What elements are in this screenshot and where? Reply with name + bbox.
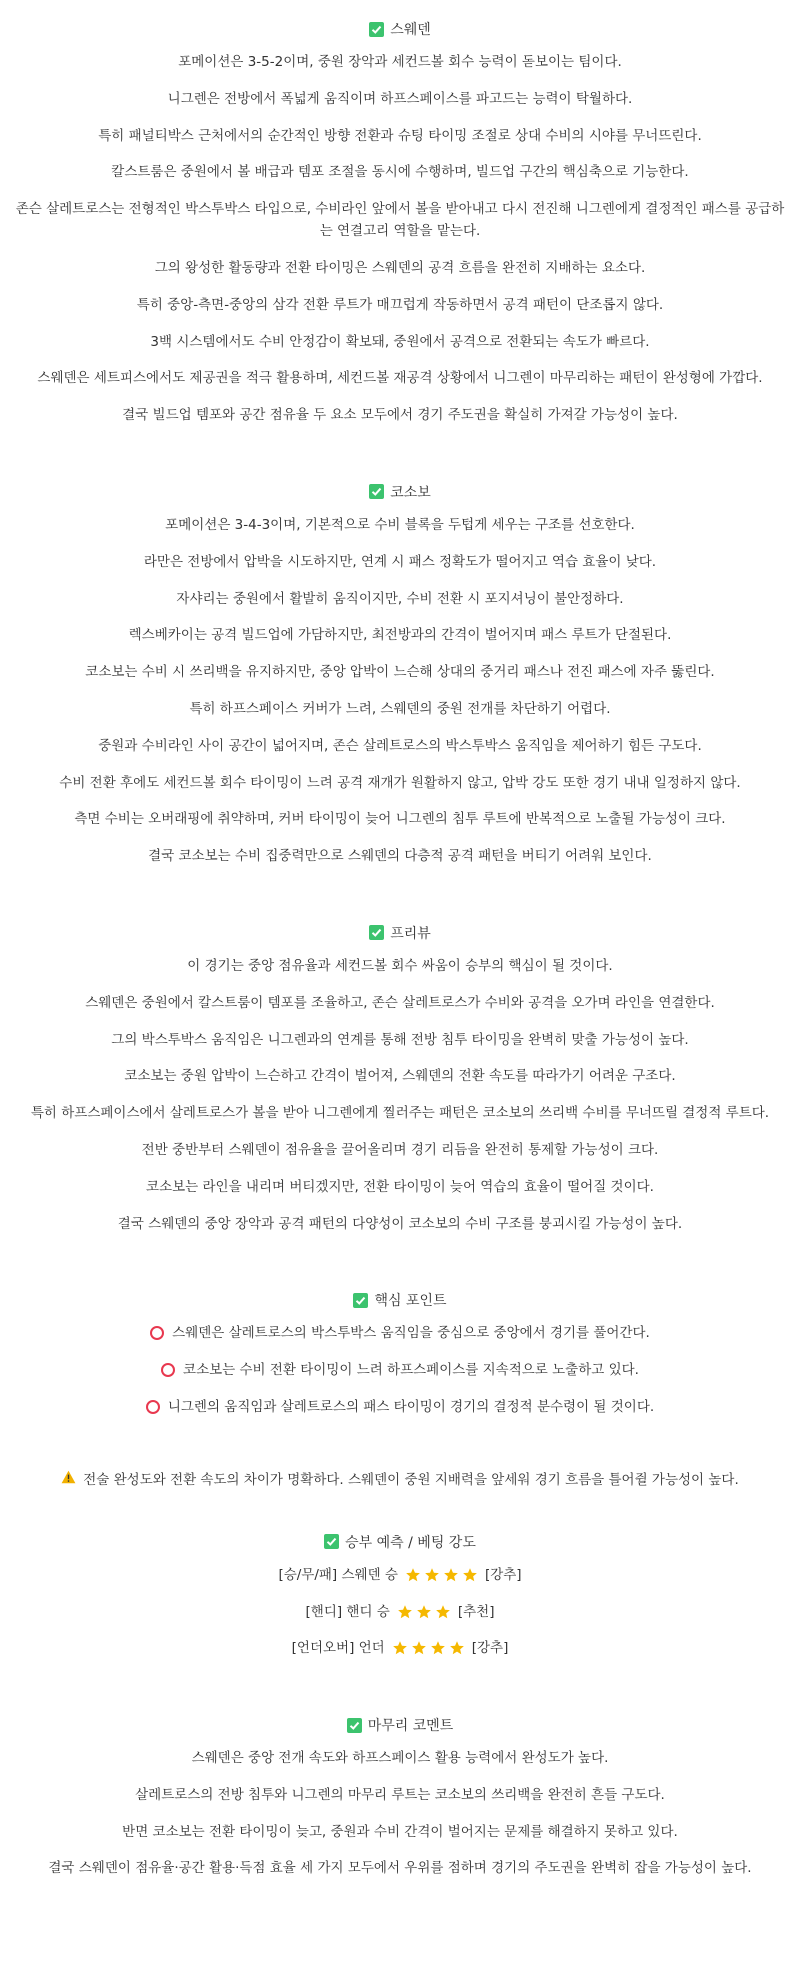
red-circle-icon	[146, 1400, 160, 1414]
paragraph: 렉스베카이는 공격 빌드업에 가담하지만, 최전방과의 간격이 벌어지며 패스 루트가 단절된다.	[128, 627, 672, 644]
paragraph: 중원과 수비라인 사이 공간이 넓어지며, 존슨 살레트로스의 박스투박스 움직임을 제어하기 힘든 구도다.	[98, 737, 702, 754]
star-rating	[405, 1567, 478, 1583]
paragraph: 스웨덴은 중원에서 칼스트룸이 템포를 조율하고, 존슨 살레트로스가 수비와 공격을 오가며 라인을 연결한다.	[85, 994, 715, 1011]
star-icon	[462, 1567, 478, 1583]
preview-paragraphs	[10, 955, 790, 1235]
paragraph: 측면 수비는 오버래핑에 취약하며, 커버 타이밍이 늦어 니그렌의 침투 루트에 반복적으로 노출될 가능성이 크다.	[74, 811, 726, 828]
keypoint-text: 니그렌의 움직임과 살레트로스의 패스 타이밍이 경기의 결정적 분수령이 될 것이다.	[167, 1398, 655, 1415]
paragraph: 이 경기는 중앙 점유율과 세컨드볼 회수 싸움이 승부의 핵심이 될 것이다.	[187, 957, 613, 974]
star-icon	[405, 1567, 421, 1583]
bet-prefix: [핸디] 핸디 승	[305, 1603, 390, 1620]
bet-prefix: [언더오버] 언더	[291, 1640, 385, 1657]
paragraph: 결국 스웨덴이 점유율·공간 활용·득점 효율 세 가지 모두에서 우위를 점하며 경기의 주도권을 완벽히 잡을 가능성이 높다.	[48, 1860, 752, 1877]
red-circle-icon	[150, 1326, 164, 1340]
closing-paragraphs	[10, 1747, 790, 1879]
bet-line	[10, 1564, 790, 1586]
section-kosovo	[10, 477, 790, 867]
keypoint-item	[10, 1322, 790, 1344]
paragraph: 특히 하프스페이스에서 살레트로스가 볼을 받아 니그렌에게 찔러주는 패턴은 코소보의 쓰리백 수비를 무너뜨릴 결정적 루트다.	[30, 1105, 770, 1122]
paragraph: 수비 전환 후에도 세컨드볼 회수 타이밍이 느려 공격 재개가 원활하지 않고, 압박 강도 또한 경기 내내 일정하지 않다.	[59, 774, 741, 791]
section-heading	[10, 1710, 790, 1740]
keypoint-item	[10, 1359, 790, 1381]
section-heading	[10, 14, 790, 44]
star-icon	[397, 1604, 413, 1620]
paragraph: 특히 하프스페이스 커버가 느려, 스웨덴의 중원 전개를 차단하기 어렵다.	[189, 700, 611, 717]
bet-line	[10, 1601, 790, 1623]
section-keypoints	[10, 1285, 790, 1418]
section-closing	[10, 1710, 790, 1879]
keypoint-text: 스웨덴은 살레트로스의 박스투박스 움직임을 중심으로 중앙에서 경기를 풀어간다.	[172, 1325, 650, 1342]
bet-suffix: [추천]	[457, 1603, 495, 1620]
paragraph: 포메이션은 3-5-2이며, 중원 장악과 세컨드볼 회수 능력이 돋보이는 팀이다.	[178, 54, 622, 70]
paragraph: 결국 스웨덴의 중앙 장악과 공격 패턴의 다양성이 코소보의 수비 구조를 붕괴시킬 가능성이 높다.	[117, 1215, 683, 1232]
check-box-icon	[369, 484, 384, 499]
paragraph: 3백 시스템에서도 수비 안정감이 확보돼, 중원에서 공격으로 전환되는 속도가 빠르다.	[150, 333, 650, 350]
check-box-icon	[324, 1534, 339, 1549]
bet-suffix: [강추]	[471, 1640, 509, 1657]
paragraph: 결국 빌드업 템포와 공간 점유율 두 요소 모두에서 경기 주도권을 확실히 가져갈 가능성이 높다.	[122, 407, 678, 424]
check-box-icon	[369, 925, 384, 940]
paragraph: 니그렌은 전방에서 폭넓게 움직이며 하프스페이스를 파고드는 능력이 탁월하다.	[167, 90, 633, 107]
paragraph: 특히 패널티박스 근처에서의 순간적인 방향 전환과 슈팅 타이밍 조절로 상대 수비의 시야를 무너뜨린다.	[98, 127, 702, 144]
paragraph: 특히 중앙-측면-중앙의 삼각 전환 루트가 매끄럽게 작동하면서 공격 패턴이 단조롭지 않다.	[136, 296, 664, 313]
kosovo-heading: 코소보	[390, 484, 431, 501]
star-icon	[392, 1640, 408, 1656]
keypoints-heading: 핵심 포인트	[374, 1293, 447, 1310]
keypoint-text: 코소보는 수비 전환 타이밍이 느려 하프스페이스를 지속적으로 노출하고 있다.	[183, 1362, 639, 1379]
star-icon	[416, 1604, 432, 1620]
check-box-icon	[369, 22, 384, 37]
star-icon	[430, 1640, 446, 1656]
section-heading	[10, 918, 790, 948]
closing-heading: 마무리 코멘트	[367, 1718, 454, 1735]
paragraph: 코소보는 라인을 내리며 버티겠지만, 전환 타이밍이 늦어 역습의 효율이 떨어질 것이다.	[146, 1178, 654, 1195]
paragraph: 코소보는 중원 압박이 느슨하고 간격이 벌어져, 스웨덴의 전환 속도를 따라가기 어려운 구조다.	[124, 1068, 676, 1085]
star-icon	[449, 1640, 465, 1656]
kosovo-paragraphs	[10, 514, 790, 867]
red-circle-icon	[161, 1363, 175, 1377]
section-heading	[10, 1285, 790, 1315]
star-icon	[424, 1567, 440, 1583]
paragraph: 스웨덴은 세트피스에서도 제공권을 적극 활용하며, 세컨드볼 재공격 상황에서 니그렌이 마무리하는 패턴이 완성형에 가깝다.	[37, 370, 763, 387]
sweden-paragraphs	[10, 51, 790, 426]
paragraph: 결국 코소보는 수비 집중력만으로 스웨덴의 다층적 공격 패턴을 버티기 어려워 보인다.	[148, 848, 652, 865]
section-preview	[10, 918, 790, 1235]
section-sweden	[10, 14, 790, 426]
warning-text: 전술 완성도와 전환 속도의 차이가 명확하다. 스웨덴이 중원 지배력을 앞세워 경기 흐름을 틀어쥘 가능성이 높다.	[83, 1471, 739, 1488]
check-box-icon	[353, 1293, 368, 1308]
prediction-heading: 승부 예측 / 베팅 강도	[345, 1534, 476, 1551]
bet-line	[10, 1637, 790, 1659]
section-heading	[10, 1527, 790, 1557]
section-prediction	[10, 1527, 790, 1660]
warning-icon	[61, 1469, 76, 1491]
paragraph: 자샤리는 중원에서 활발히 움직이지만, 수비 전환 시 포지셔닝이 불안정하다.	[176, 590, 624, 607]
check-box-icon	[347, 1718, 362, 1733]
star-rating	[397, 1604, 451, 1620]
paragraph: 그의 왕성한 활동량과 전환 타이밍은 스웨덴의 공격 흐름을 완전히 지배하는 요소다.	[154, 259, 646, 276]
star-icon	[435, 1604, 451, 1620]
paragraph: 포메이션은 3-4-3이며, 기본적으로 수비 블록을 두텁게 세우는 구조를 선호한다.	[165, 516, 635, 533]
star-icon	[443, 1567, 459, 1583]
paragraph: 칼스트룸은 중원에서 볼 배급과 템포 조절을 동시에 수행하며, 빌드업 구간의 핵심축으로 기능한다.	[111, 164, 689, 181]
preview-heading: 프리뷰	[390, 925, 431, 942]
warning-note	[10, 1469, 790, 1491]
star-icon	[411, 1640, 427, 1656]
paragraph: 라만은 전방에서 압박을 시도하지만, 연계 시 패스 정확도가 떨어지고 역습 효율이 낮다.	[143, 553, 657, 570]
star-rating	[392, 1640, 465, 1656]
paragraph: 전반 중반부터 스웨덴이 점유율을 끌어올리며 경기 리듬을 완전히 통제할 가능성이 크다.	[141, 1141, 659, 1158]
paragraph: 코소보는 수비 시 쓰리백을 유지하지만, 중앙 압박이 느슨해 상대의 중거리 패스나 전진 패스에 자주 뚫린다.	[85, 664, 715, 681]
keypoint-item	[10, 1396, 790, 1418]
bet-suffix: [강추]	[484, 1566, 522, 1583]
paragraph: 스웨덴은 중앙 전개 속도와 하프스페이스 활용 능력에서 완성도가 높다.	[191, 1750, 609, 1767]
bet-prefix: [승/무/패] 스웨덴 승	[278, 1566, 398, 1583]
section-heading	[10, 477, 790, 507]
paragraph: 살레트로스의 전방 침투와 니그렌의 마무리 루트는 코소보의 쓰리백을 완전히 흔들 구도다.	[135, 1786, 665, 1803]
paragraph: 반면 코소보는 전환 타이밍이 늦고, 중원과 수비 간격이 벌어지는 문제를 해결하지 못하고 있다.	[122, 1823, 678, 1840]
paragraph: 그의 박스투박스 움직임은 니그렌과의 연계를 통해 전방 침투 타이밍을 완벽히 맞출 가능성이 높다.	[111, 1031, 689, 1048]
paragraph: 존슨 살레트로스는 전형적인 박스투박스 타입으로, 수비라인 앞에서 볼을 받아내고 다시 전진해 니그렌에게 결정적인 패스를 공급하는 연결고리 역할을 맡는다.	[15, 201, 785, 240]
sweden-heading: 스웨덴	[390, 22, 431, 38]
